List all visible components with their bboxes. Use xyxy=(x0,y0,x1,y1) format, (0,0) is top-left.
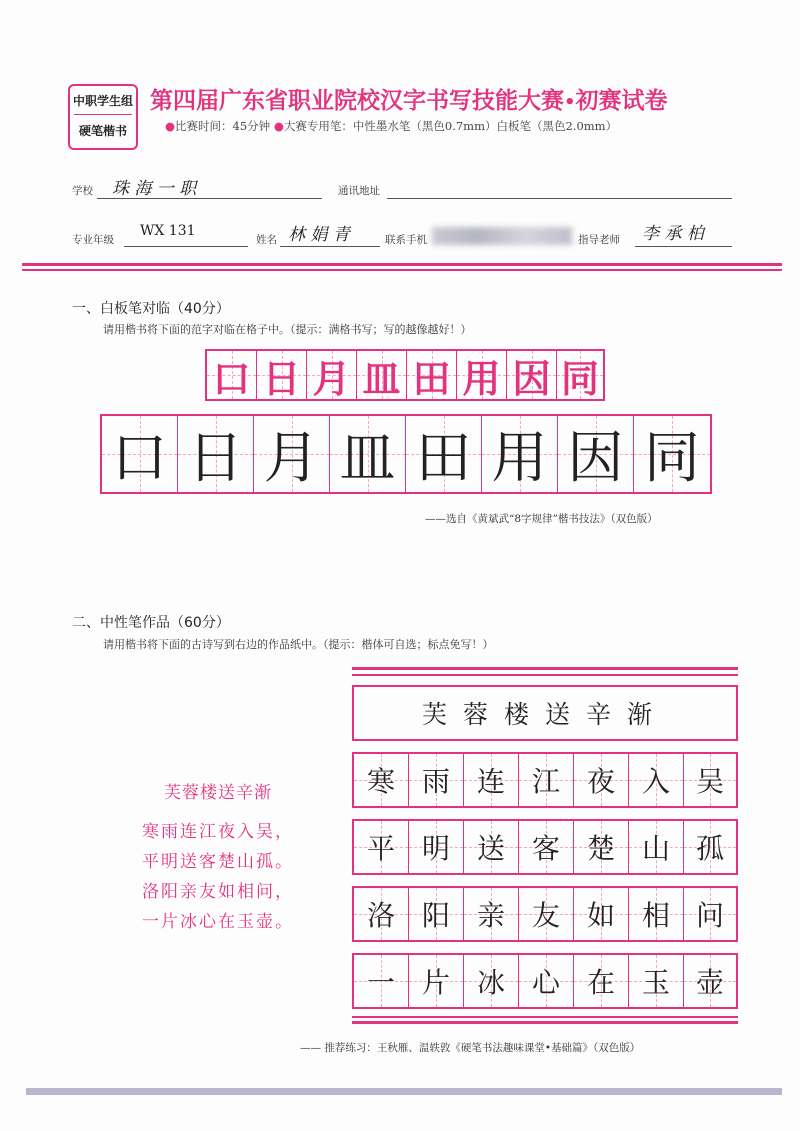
paper-top-line xyxy=(352,667,738,670)
written-cell[interactable]: 寒 xyxy=(354,754,409,806)
written-cell[interactable]: 玉 xyxy=(629,955,684,1007)
footer-bar xyxy=(26,1088,782,1095)
practice-cell[interactable]: 田 xyxy=(406,416,482,492)
poem-line: 一片冰心在玉壶。 xyxy=(142,912,294,932)
written-cell[interactable]: 片 xyxy=(409,955,464,1007)
written-cell[interactable]: 江 xyxy=(519,754,574,806)
section2-heading: 二、中性笔作品（60分） xyxy=(72,615,230,631)
written-cell[interactable]: 明 xyxy=(409,821,464,873)
address-label: 通讯地址 xyxy=(338,185,380,197)
name-field-line xyxy=(280,246,380,247)
exam-time: 比赛时间：45分钟 xyxy=(175,119,271,133)
school-label: 学校 xyxy=(72,185,93,197)
written-cell[interactable]: 心 xyxy=(519,955,574,1007)
written-cell[interactable]: 在 xyxy=(574,955,629,1007)
paper-top-line xyxy=(352,674,738,676)
phone-label: 联系手机 xyxy=(385,234,427,246)
written-cell[interactable]: 冰 xyxy=(464,955,519,1007)
section2-instruction: 请用楷书将下面的古诗写到右边的作品纸中。（提示：楷体可自选；标点免写！） xyxy=(103,638,494,651)
phone-field-redacted[interactable] xyxy=(432,227,572,245)
major-field[interactable]: WX 131 xyxy=(140,223,196,239)
paper-bottom-line xyxy=(352,1016,738,1018)
written-cell[interactable]: 楚 xyxy=(574,821,629,873)
written-cell[interactable]: 洛 xyxy=(354,888,409,940)
major-field-line xyxy=(124,246,248,247)
practice-cell[interactable]: 日 xyxy=(178,416,254,492)
name-label: 姓名 xyxy=(256,234,277,246)
practice-cell[interactable]: 同 xyxy=(634,416,710,492)
page-title xyxy=(150,82,668,115)
written-cell[interactable]: 夜 xyxy=(574,754,629,806)
written-row[interactable] xyxy=(352,886,738,942)
written-cell[interactable]: 山 xyxy=(629,821,684,873)
title-dot: • xyxy=(564,92,576,113)
practice-cell[interactable]: 月 xyxy=(254,416,330,492)
model-cell: 用 xyxy=(457,351,507,399)
bullet-icon: ● xyxy=(273,119,284,133)
practice-cell[interactable]: 口 xyxy=(102,416,178,492)
divider-line xyxy=(22,263,782,266)
written-cell[interactable]: 孤 xyxy=(684,821,736,873)
school-field[interactable]: 珠 海 一 职 xyxy=(112,179,197,199)
practice-cell[interactable]: 皿 xyxy=(330,416,406,492)
badge-group-label: 中职学生组 xyxy=(72,94,133,108)
written-row[interactable] xyxy=(352,819,738,875)
written-row[interactable] xyxy=(352,752,738,808)
written-cell[interactable]: 相 xyxy=(629,888,684,940)
written-cell[interactable]: 如 xyxy=(574,888,629,940)
section1-citation: ——选自《黄斌武“8字规律”楷书技法》（双色版） xyxy=(425,513,658,525)
written-cell[interactable]: 平 xyxy=(354,821,409,873)
divider-line xyxy=(22,269,782,271)
title-main: 第四届广东省职业院校汉字书写技能大赛 xyxy=(150,88,564,114)
exam-info xyxy=(165,118,617,134)
poem-line: 洛阳亲友如相问， xyxy=(142,882,294,902)
teacher-field[interactable]: 李 承 柏 xyxy=(642,224,704,244)
written-cell[interactable]: 客 xyxy=(519,821,574,873)
written-cell[interactable]: 阳 xyxy=(409,888,464,940)
written-cell[interactable]: 亲 xyxy=(464,888,519,940)
written-cell[interactable]: 壶 xyxy=(684,955,736,1007)
title-tail: 初赛试卷 xyxy=(575,88,668,114)
written-cell[interactable]: 问 xyxy=(684,888,736,940)
written-cell[interactable]: 雨 xyxy=(409,754,464,806)
address-field-line xyxy=(387,198,732,199)
model-cell: 口 xyxy=(207,351,257,399)
written-title: 芙蓉楼送辛渐 xyxy=(421,700,668,729)
written-title-box[interactable] xyxy=(352,685,738,741)
poem-line: 平明送客楚山孤。 xyxy=(142,852,294,872)
written-cell[interactable]: 入 xyxy=(629,754,684,806)
exam-pen: 大赛专用笔：中性墨水笔（黑色0.7mm）白板笔（黑色2.0mm） xyxy=(283,119,618,133)
name-field[interactable]: 林 娟 青 xyxy=(288,225,350,245)
written-cell[interactable]: 送 xyxy=(464,821,519,873)
written-cell[interactable]: 连 xyxy=(464,754,519,806)
poem-reference xyxy=(88,778,348,937)
bullet-icon: ● xyxy=(165,119,176,133)
model-cell: 皿 xyxy=(357,351,407,399)
category-badge xyxy=(68,84,138,150)
written-cell[interactable]: 一 xyxy=(354,955,409,1007)
model-cell: 因 xyxy=(507,351,557,399)
section2-citation: —— 推荐练习：王秋雁、温轶敦《硬笔书法趣味课堂•基础篇》（双色版） xyxy=(300,1042,641,1054)
model-char-grid xyxy=(205,349,605,401)
model-cell: 月 xyxy=(307,351,357,399)
model-cell: 田 xyxy=(407,351,457,399)
model-cell: 日 xyxy=(257,351,307,399)
model-cell: 同 xyxy=(557,351,603,399)
section1-heading: 一、白板笔对临（40分） xyxy=(72,301,230,317)
badge-divider xyxy=(74,114,132,115)
written-cell[interactable]: 吴 xyxy=(684,754,736,806)
teacher-field-line xyxy=(635,246,732,247)
badge-script-label: 硬笔楷书 xyxy=(78,124,127,138)
teacher-label: 指导老师 xyxy=(578,234,620,246)
poem-reference-title: 芙蓉楼送辛渐 xyxy=(164,783,272,803)
practice-char-grid[interactable] xyxy=(100,414,712,494)
written-cell[interactable]: 友 xyxy=(519,888,574,940)
practice-cell[interactable]: 用 xyxy=(482,416,558,492)
major-label: 专业年级 xyxy=(72,234,114,246)
written-row[interactable] xyxy=(352,953,738,1009)
poem-line: 寒雨连江夜入吴， xyxy=(142,822,294,842)
section1-instruction: 请用楷书将下面的范字对临在格子中。（提示：满格书写；写的越像越好！） xyxy=(103,323,472,336)
paper-bottom-line xyxy=(352,1021,738,1024)
practice-cell[interactable]: 因 xyxy=(558,416,634,492)
